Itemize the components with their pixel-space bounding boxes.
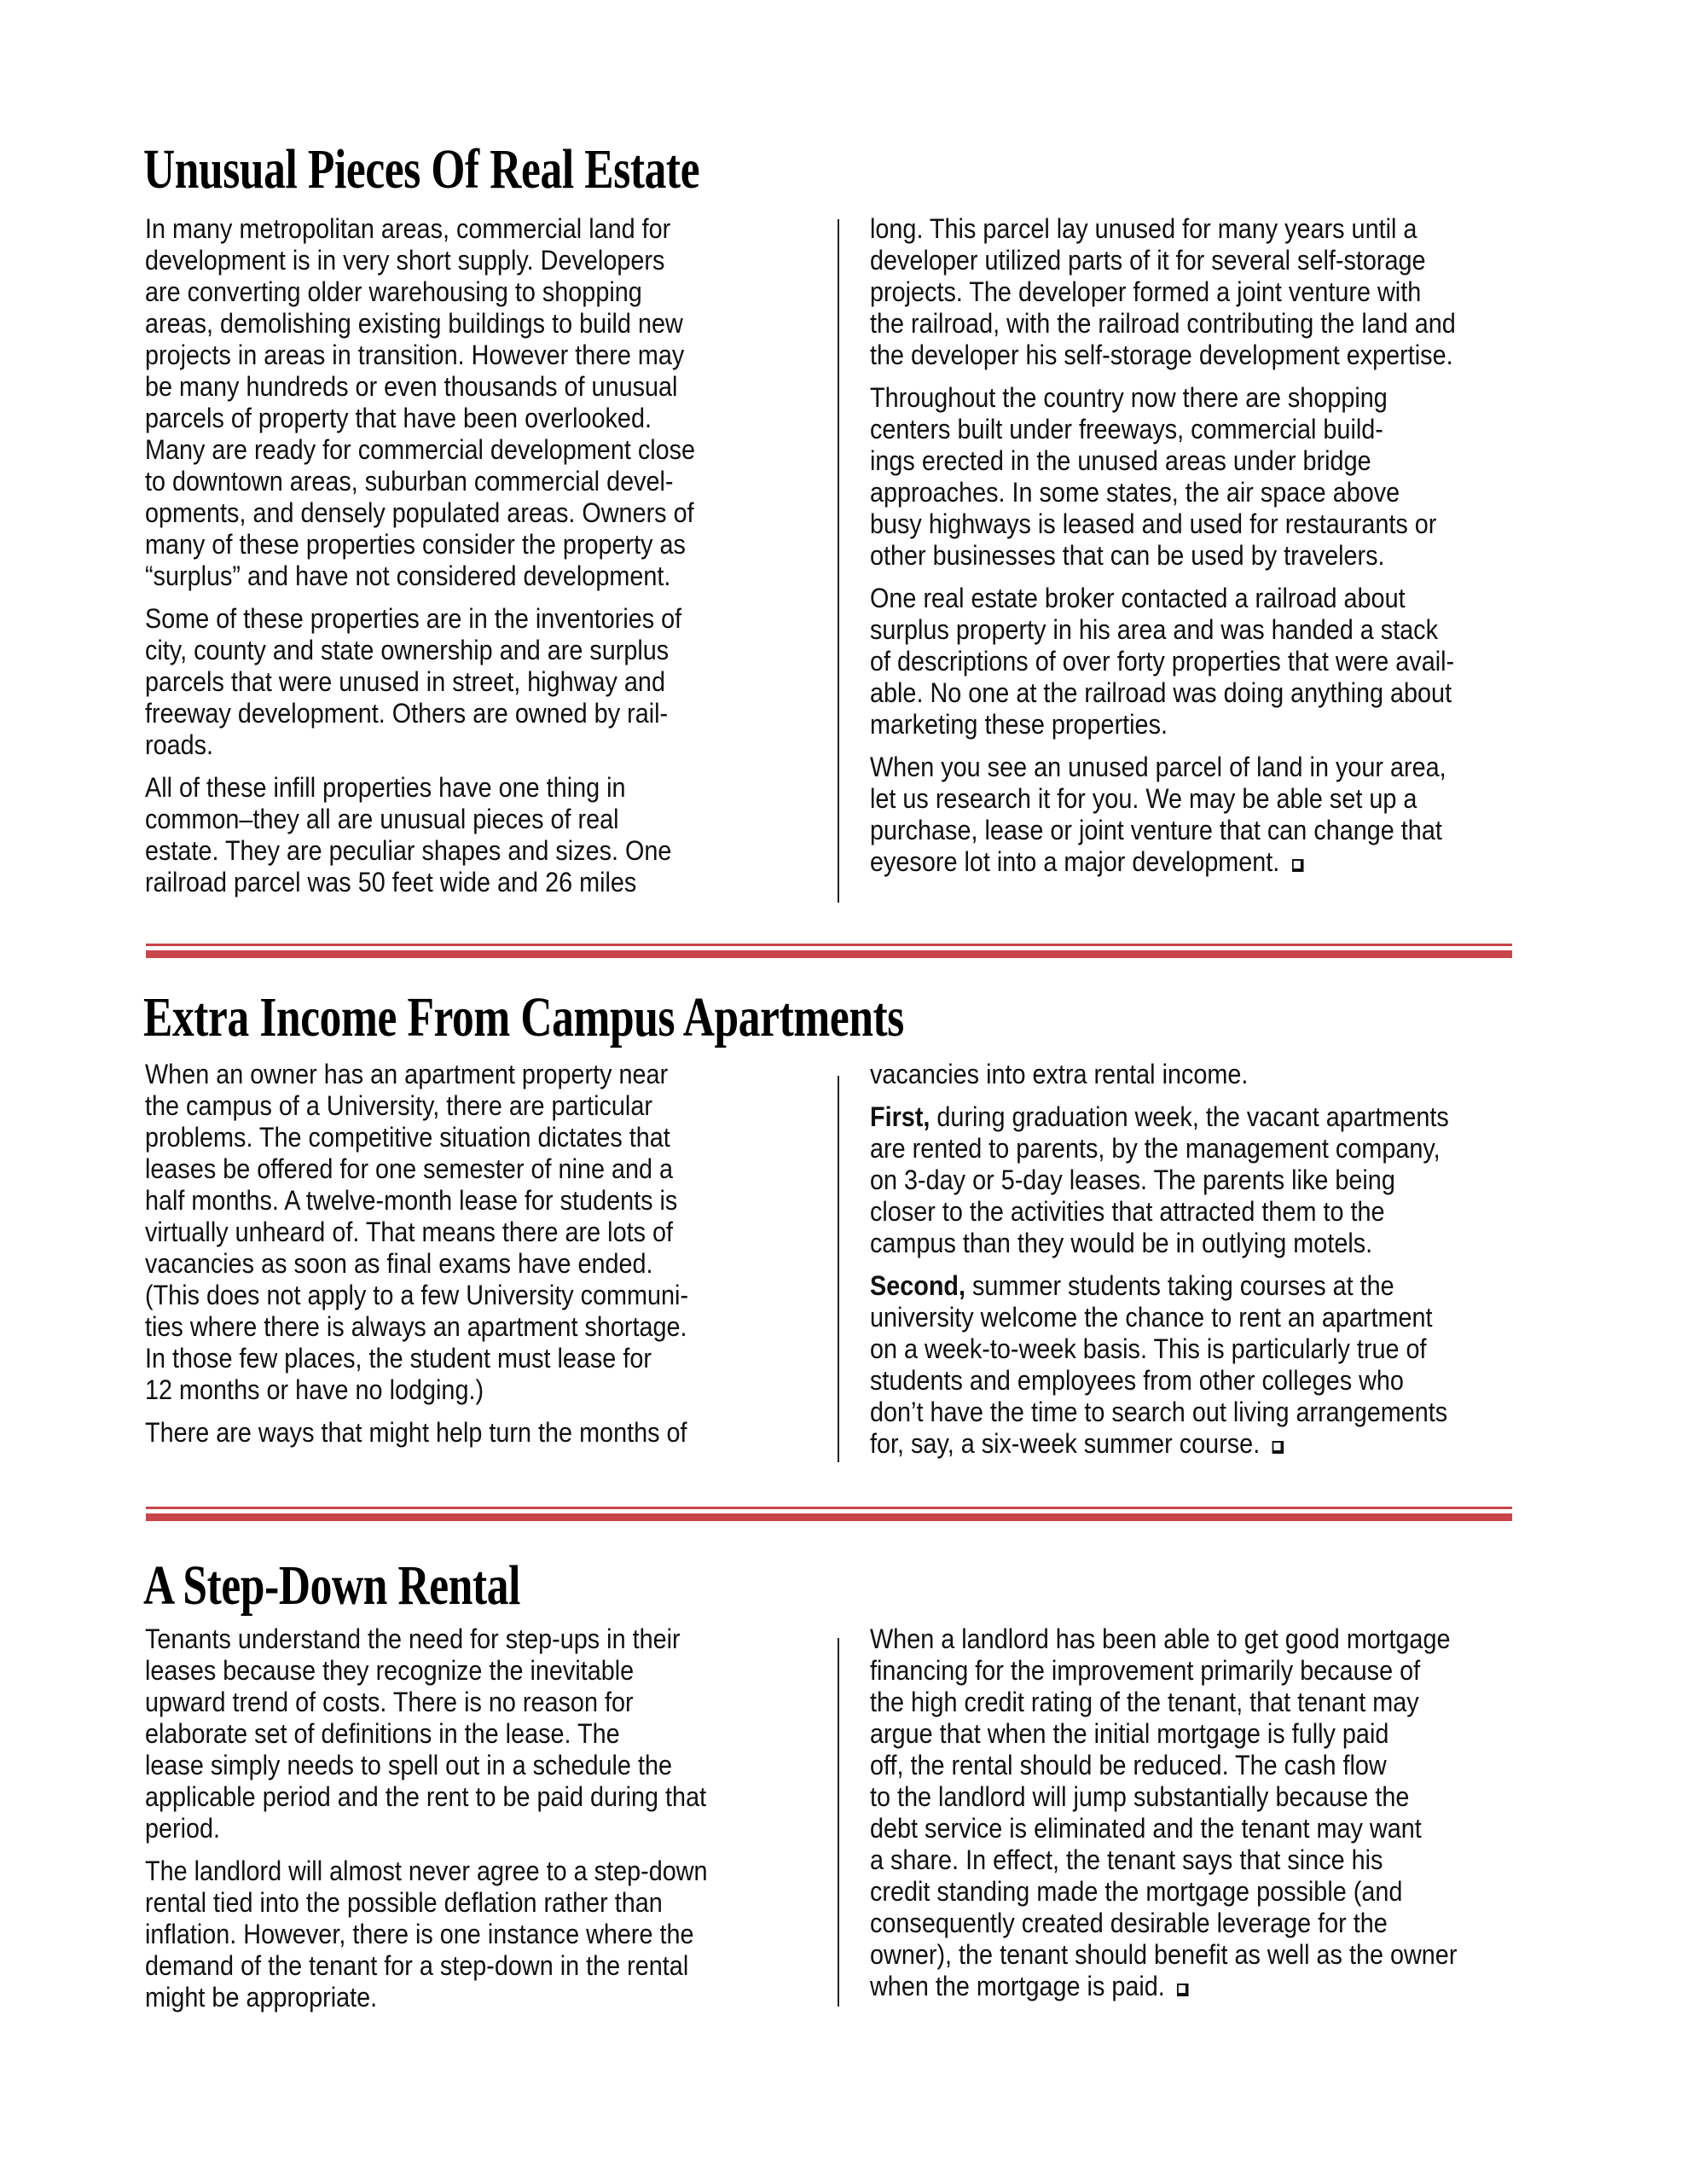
text-run: to the landlord will jump substantially because the [870, 1781, 1410, 1812]
text-run: approaches. In some states, the air space above [870, 477, 1400, 508]
text-line: vacancies into extra rental income. [870, 1059, 1249, 1089]
text-run: virtually unheard of. That means there are lots of [145, 1217, 674, 1247]
text-run: during graduation week, the vacant apartments [930, 1101, 1449, 1132]
text-line [145, 1185, 688, 1217]
text-run: railroad parcel was 50 feet wide and 26 miles [145, 867, 637, 897]
text-line: on 3-day or 5-day leases. The parents like being [870, 1165, 1395, 1195]
text-run: rental tied into the possible deflation rather than [145, 1887, 663, 1918]
text-run: Many are ready for commercial development close [145, 434, 696, 465]
end-mark-icon [1177, 1984, 1189, 1996]
text-line [145, 1623, 708, 1655]
text-run: summer students taking courses at the [965, 1270, 1394, 1301]
text-line: closer to the activities that attracted them to the [870, 1196, 1385, 1227]
text-line [145, 1122, 688, 1153]
text-run: marketing these properties. [870, 709, 1168, 740]
text-run: freeway development. Others are owned by rail- [145, 698, 669, 729]
text-run: are converting older warehousing to shopping [145, 276, 642, 307]
text-run: When a landlord has been able to get good mortgage [870, 1623, 1451, 1654]
paragraph [870, 1623, 1522, 2002]
text-run: lease simply needs to spell out in a schedule the [145, 1750, 672, 1780]
article-3-left-column [145, 1623, 770, 2013]
text-run: applicable period and the rent to be paid during that [145, 1781, 707, 1812]
text-line [145, 1417, 688, 1449]
text-line [870, 1939, 1457, 1971]
text-run: other businesses that can be used by travelers. [870, 540, 1385, 571]
text-line [145, 1374, 688, 1406]
article-2-left-column [145, 1059, 749, 1449]
text-run: In many metropolitan areas, commercial land for [145, 213, 671, 244]
text-run: let us research it for you. We may be able set up a [870, 783, 1417, 814]
text-line [145, 1059, 688, 1090]
text-run: All of these infill properties have one thing in [145, 772, 626, 803]
text-run: vacancies as soon as final exams have ended. [145, 1248, 653, 1279]
paragraph-second [870, 1270, 1513, 1460]
paragraph [145, 1059, 749, 1406]
text-line [870, 1623, 1457, 1655]
text-run: argue that when the initial mortgage is fully paid [870, 1718, 1389, 1749]
text-line [870, 783, 1456, 815]
text-run: busy highways is leased and used for restaurants or [870, 508, 1437, 539]
text-run: centers built under freeways, commercial build- [870, 414, 1383, 444]
text-line [870, 1813, 1457, 1844]
text-run: (This does not apply to a few University communi- [145, 1280, 689, 1310]
text-line [870, 1908, 1457, 1939]
text-line [870, 508, 1456, 540]
rule-thin-line [146, 944, 1512, 946]
text-run: ings erected in the unused areas under bridge [870, 445, 1371, 476]
text-line [870, 1750, 1457, 1781]
paragraph-first [870, 1101, 1513, 1259]
text-line [145, 561, 695, 592]
text-line [145, 497, 695, 529]
text-line [145, 1248, 688, 1280]
text-line [870, 1101, 1449, 1133]
text-line [145, 466, 695, 497]
text-line [870, 1781, 1457, 1813]
text-line [870, 414, 1456, 445]
rule-thin-line [146, 1507, 1512, 1509]
text-run: city, county and state ownership and are surplus [145, 635, 670, 665]
text-line [145, 403, 695, 434]
text-run: elaborate set of definitions in the lease. The [145, 1718, 620, 1749]
text-line [870, 1876, 1457, 1908]
text-line [870, 382, 1456, 414]
text-run: a share. In effect, the tenant says that since his [870, 1844, 1383, 1875]
text-run: When an owner has an apartment property near [145, 1059, 669, 1089]
paragraph [145, 772, 757, 898]
text-line [145, 308, 695, 340]
text-line [870, 1270, 1449, 1302]
text-line [145, 1750, 708, 1781]
text-run: roads. [145, 729, 214, 760]
text-run: problems. The competitive situation dictates that [145, 1122, 670, 1153]
text-run: opments, and densely populated areas. Owners of [145, 497, 694, 528]
article-title-step-down-rental: A Step-Down Rental [143, 1554, 521, 1617]
paragraph [870, 213, 1521, 371]
first-label: First, [870, 1101, 930, 1132]
text-run: the developer his self-storage development expertise. [870, 340, 1453, 370]
text-line [870, 752, 1456, 783]
text-run: consequently created desirable leverage for the [870, 1908, 1388, 1938]
text-run: demand of the tenant for a step-down in the rental [145, 1950, 689, 1981]
text-line [145, 213, 695, 245]
text-line [145, 1718, 708, 1750]
text-run: able. No one at the railroad was doing anything about [870, 677, 1452, 708]
text-line: don’t have the time to search out living arrangements [870, 1397, 1448, 1427]
text-run: of descriptions of over forty properties that were avail- [870, 646, 1455, 677]
text-line [870, 1971, 1457, 2002]
article-title-unusual-real-estate: Unusual Pieces Of Real Estate [143, 138, 700, 200]
text-run: projects in areas in transition. However there may [145, 340, 685, 370]
text-line [145, 1982, 708, 2013]
text-line [145, 666, 695, 698]
text-line [870, 1655, 1457, 1687]
text-line: university welcome the chance to rent an apartment [870, 1302, 1433, 1333]
text-line [870, 1428, 1449, 1460]
end-mark-icon [1272, 1441, 1284, 1454]
text-run: The landlord will almost never agree to a step-down [145, 1856, 708, 1886]
paragraph [145, 1623, 770, 1844]
text-run: common–they all are unusual pieces of real [145, 804, 619, 834]
text-run: upward trend of costs. There is no reason for [145, 1687, 634, 1717]
text-line [145, 867, 695, 898]
article-title-campus-apartments: Extra Income From Campus Apartments [143, 986, 904, 1048]
text-line: campus than they would be in outlying motels. [870, 1228, 1373, 1258]
text-run: In those few places, the student must lease for [145, 1343, 652, 1374]
text-run: There are ways that might help turn the months of [145, 1417, 687, 1448]
text-line [870, 677, 1456, 709]
text-line [145, 635, 695, 666]
text-line [145, 1343, 688, 1374]
text-line [870, 1718, 1457, 1750]
text-run: ties where there is always an apartment shortage. [145, 1311, 687, 1342]
text-run: Tenants understand the need for step-ups in their [145, 1623, 681, 1654]
text-line [145, 698, 695, 729]
text-run: long. This parcel lay unused for many years until a [870, 213, 1417, 244]
article-1-right-column [870, 213, 1521, 878]
text-line [145, 1280, 688, 1311]
text-run: half months. A twelve-month lease for students is [145, 1185, 678, 1216]
text-run: parcels of property that have been overlooked. [145, 403, 652, 433]
text-line [145, 1781, 708, 1813]
text-run: off, the rental should be reduced. The cash flow [870, 1750, 1387, 1780]
paragraph [870, 1059, 1513, 1090]
end-mark-icon [1292, 859, 1304, 872]
text-line [145, 1687, 708, 1718]
text-line [145, 434, 695, 466]
text-line [870, 646, 1456, 677]
paragraph [870, 752, 1521, 878]
text-line [870, 815, 1456, 846]
text-line [870, 709, 1456, 741]
paragraph [870, 583, 1521, 741]
text-line [870, 213, 1456, 245]
text-run: areas, demolishing existing buildings to build new [145, 308, 683, 339]
text-run: Throughout the country now there are shopping [870, 382, 1388, 413]
text-run: when the mortgage is paid. [870, 1971, 1165, 2001]
text-line [145, 1887, 708, 1919]
text-run: developer utilized parts of it for several self-storage [870, 245, 1426, 276]
text-run: credit standing made the mortgage possible (and [870, 1876, 1403, 1907]
text-run: When you see an unused parcel of land in your area, [870, 752, 1446, 782]
text-line [145, 772, 695, 804]
text-run: be many hundreds or even thousands of unusual [145, 371, 678, 402]
text-run: the high credit rating of the tenant, that tenant may [870, 1687, 1419, 1717]
rule-thick-line [146, 950, 1512, 958]
text-line [870, 245, 1456, 276]
text-run: inflation. However, there is one instance where the [145, 1919, 694, 1949]
text-line [145, 245, 695, 276]
text-line [870, 614, 1456, 646]
article-2-right-column [870, 1059, 1513, 1460]
paragraph [145, 1417, 749, 1449]
text-run: parcels that were unused in street, highway and [145, 666, 665, 697]
article-1-left-column [145, 213, 757, 898]
text-run: owner), the tenant should benefit as well as the owner [870, 1939, 1458, 1970]
text-run: the campus of a University, there are particular [145, 1090, 652, 1121]
text-line [870, 340, 1456, 371]
text-line [145, 276, 695, 308]
text-line [145, 729, 695, 761]
text-line [145, 1217, 688, 1248]
article-3-right-column [870, 1623, 1522, 2002]
text-line [870, 308, 1456, 340]
text-run: One real estate broker contacted a railroad about [870, 583, 1406, 613]
column-divider [838, 219, 839, 903]
text-line [870, 445, 1456, 477]
text-line [870, 846, 1456, 878]
text-run: development is in very short supply. Developers [145, 245, 665, 276]
text-run: many of these properties consider the property as [145, 529, 686, 560]
text-run: Some of these properties are in the inventories of [145, 603, 682, 634]
column-divider [838, 1076, 839, 1462]
text-run: purchase, lease or joint venture that can change that [870, 815, 1442, 845]
paragraph [145, 603, 757, 761]
text-run: leases be offered for one semester of nine and a [145, 1153, 674, 1184]
text-run: period. [145, 1813, 221, 1844]
text-line [870, 540, 1456, 572]
text-line [145, 340, 695, 371]
text-run: leases because they recognize the inevitable [145, 1655, 635, 1686]
second-label: Second, [870, 1270, 966, 1301]
text-line [870, 1844, 1457, 1876]
column-divider [838, 1638, 839, 2007]
text-run: the railroad, with the railroad contributing the land and [870, 308, 1456, 339]
paragraph [870, 382, 1521, 572]
text-run: debt service is eliminated and the tenant may want [870, 1813, 1422, 1844]
text-run: eyesore lot into a major development. [870, 846, 1280, 877]
text-line [145, 603, 695, 635]
text-line: are rented to parents, by the management company, [870, 1133, 1441, 1164]
text-run: might be appropriate. [145, 1982, 378, 2013]
text-line [870, 583, 1456, 614]
text-line [145, 804, 695, 835]
text-line [870, 1687, 1457, 1718]
text-run: estate. They are peculiar shapes and sizes. One [145, 835, 672, 866]
text-line [145, 835, 695, 867]
text-run: surplus property in his area and was handed a stack [870, 614, 1438, 645]
text-run: projects. The developer formed a joint venture with [870, 276, 1422, 307]
rule-thick-line [146, 1513, 1512, 1521]
text-line [145, 1655, 708, 1687]
text-line: students and employees from other colleges who [870, 1365, 1404, 1396]
text-line [145, 1813, 708, 1844]
text-line [145, 1311, 688, 1343]
text-line: on a week-to-week basis. This is particularly true of [870, 1333, 1427, 1364]
text-line [870, 477, 1456, 508]
text-line [145, 371, 695, 403]
text-run: 12 months or have no lodging.) [145, 1374, 484, 1405]
text-run: financing for the improvement primarily because of [870, 1655, 1421, 1686]
text-run: “surplus” and have not considered development. [145, 561, 671, 591]
text-run: for, say, a six-week summer course. [870, 1428, 1261, 1459]
text-line [870, 276, 1456, 308]
paragraph [145, 213, 757, 592]
text-line [145, 1919, 708, 1950]
text-line [145, 1090, 688, 1122]
text-run: to downtown areas, suburban commercial devel- [145, 466, 674, 497]
text-line [145, 1856, 708, 1887]
text-line [145, 1153, 688, 1185]
paragraph [145, 1856, 770, 2013]
text-line [145, 1950, 708, 1982]
text-line [145, 529, 695, 561]
